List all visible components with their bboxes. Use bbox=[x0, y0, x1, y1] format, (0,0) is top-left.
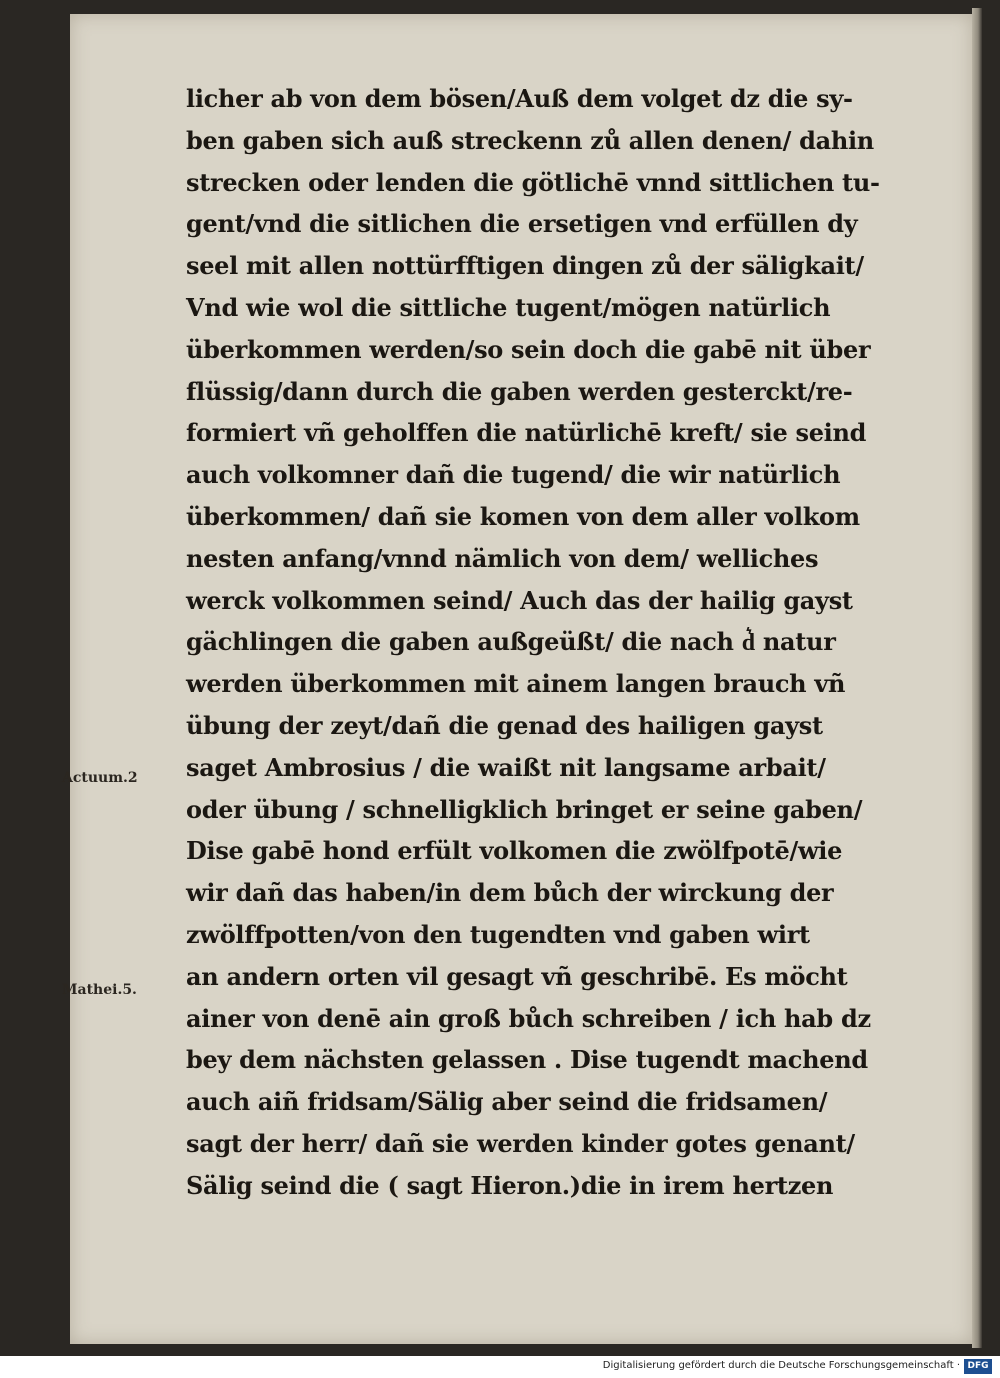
text-line: seel mit allen nottürfftigen dingen zů der säligkait/ bbox=[186, 251, 864, 281]
text-line: gächlingen die gaben außgeüßt/ die nach d͛ natur bbox=[186, 627, 836, 657]
text-line: überkommen werden/so sein doch die gabē nit über bbox=[186, 334, 871, 364]
page-edge bbox=[972, 8, 982, 1348]
marginal-note-mathei: Mathei.5. bbox=[62, 982, 137, 998]
body-text bbox=[186, 78, 886, 1207]
text-line: Dise gabē hond erfült volkomen die zwölfpotē/wie bbox=[186, 836, 843, 866]
text-line: formiert vñ geholffen die natürlichē kreft/ sie seind bbox=[186, 418, 867, 448]
text-line: strecken oder lenden die götlichē vnnd sittlichen tu- bbox=[186, 167, 880, 197]
dfg-logo: DFG bbox=[964, 1359, 992, 1374]
text-line: Vnd wie wol die sittliche tugent/mögen natürlich bbox=[186, 292, 831, 322]
text-line: nesten anfang/vnnd nämlich von dem/ welliches bbox=[186, 543, 819, 573]
text-line: bey dem nächsten gelassen . Dise tugendt machend bbox=[186, 1045, 868, 1075]
text-line: werck volkommen seind/ Auch das der hailig gayst bbox=[186, 585, 853, 615]
text-line: an andern orten vil gesagt vñ geschribē. Es möcht bbox=[186, 961, 848, 991]
text-line: auch volkomner dañ die tugend/ die wir natürlich bbox=[186, 460, 841, 490]
footer-bar bbox=[0, 1356, 1000, 1378]
text-line: zwölffpotten/von den tugendten vnd gaben wirt bbox=[186, 919, 810, 949]
text-line: werden überkommen mit ainem langen brauch vñ bbox=[186, 669, 846, 699]
digitization-credit: Digitalisierung gefördert durch die Deutsche Forschungsgemeinschaft · bbox=[602, 1360, 960, 1371]
text-line: Sälig seind die ( sagt Hieron.)die in irem hertzen bbox=[186, 1170, 834, 1200]
text-line: wir dañ das haben/in dem bůch der wirckung der bbox=[186, 878, 834, 908]
text-line: ben gaben sich auß streckenn zů allen denen/ dahin bbox=[186, 125, 874, 155]
text-line: licher ab von dem bösen/Auß dem volget dz die sy- bbox=[186, 84, 853, 113]
text-line: ainer von denē ain groß bůch schreiben / ich hab dz bbox=[186, 1003, 871, 1033]
text-line: saget Ambrosius / die waißt nit langsame arbait/ bbox=[186, 752, 826, 782]
text-line: überkommen/ dañ sie komen von dem aller volkom bbox=[186, 501, 860, 531]
text-line: oder übung / schnelligklich bringet er seine gaben/ bbox=[186, 794, 863, 824]
text-line: gent/vnd die sitlichen die ersetigen vnd erfüllen dy bbox=[186, 209, 858, 239]
text-line: auch aiñ fridsam/Sälig aber seind die fridsamen/ bbox=[186, 1087, 828, 1117]
marginal-note-actuum: Actuum.2 bbox=[62, 770, 138, 786]
text-line: flüssig/dann durch die gaben werden gesterckt/re- bbox=[186, 376, 853, 406]
text-line: übung der zeyt/dañ die genad des hailigen gayst bbox=[186, 710, 823, 740]
text-line: sagt der herr/ dañ sie werden kinder gotes genant/ bbox=[186, 1128, 855, 1158]
